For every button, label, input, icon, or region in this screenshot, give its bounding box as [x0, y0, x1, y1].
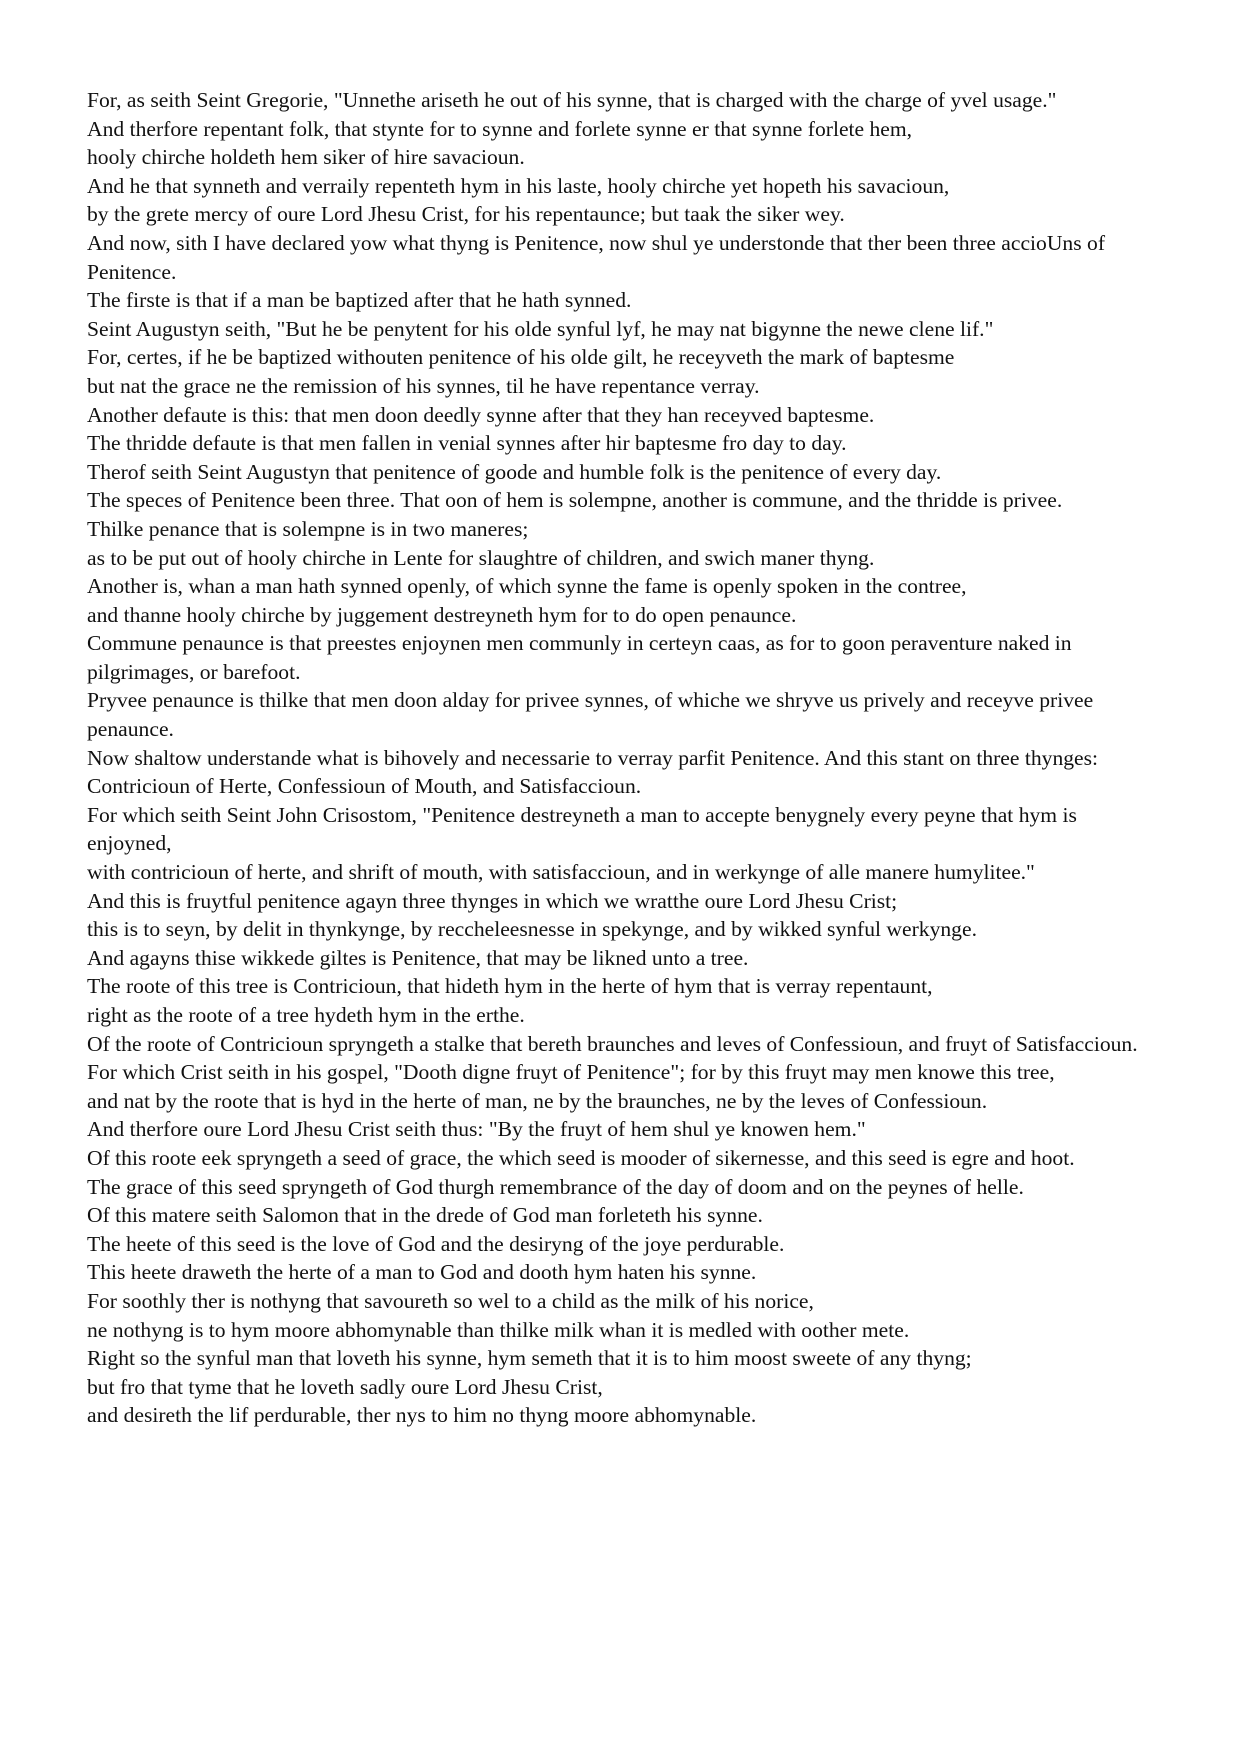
- text-line: Of the roote of Contricioun spryngeth a stalke that bereth braunches and leves of Confessioun, and fruyt of Satisfaccioun.: [87, 1031, 1138, 1056]
- text-line: The speces of Penitence been three. That oon of hem is solempne, another is commune, and the thridde is privee.: [87, 488, 1063, 513]
- text-line: The heete of this seed is the love of God and the desiryng of the joye perdurable.: [87, 1231, 785, 1256]
- text-line: For which Crist seith in his gospel, "Dooth digne fruyt of Penitence"; for by this fruyt may men knowe this tree,: [87, 1060, 1055, 1085]
- text-line: Seint Augustyn seith, "But he be penytent for his olde synful lyf, he may nat bigynne the newe clene lif.": [87, 316, 994, 341]
- text-line: this is to seyn, by delit in thynkynge, by reccheleesnesse in spekynge, and by wikked synful werkynge.: [87, 917, 977, 942]
- text-line: Pryvee penaunce is thilke that men doon alday for privee synnes, of whiche we shryve us prively and receyve privee penaunce.: [87, 688, 1094, 742]
- text-line: Of this matere seith Salomon that in the drede of God man forleteth his synne.: [87, 1203, 763, 1228]
- text-line: And he that synneth and verraily repenteth hym in his laste, hooly chirche yet hopeth his savacioun,: [87, 173, 950, 198]
- text-line: And this is fruytful penitence agayn three thynges in which we wratthe oure Lord Jhesu Crist;: [87, 888, 898, 913]
- text-line: Contricioun of Herte, Confessioun of Mouth, and Satisfaccioun.: [87, 774, 642, 799]
- text-line: and thanne hooly chirche by juggement destreyneth hym for to do open penaunce.: [87, 602, 797, 627]
- text-line: Right so the synful man that loveth his synne, hym semeth that it is to him moost sweete of any thyng;: [87, 1346, 972, 1371]
- text-line: but fro that tyme that he loveth sadly oure Lord Jhesu Crist,: [87, 1374, 603, 1399]
- text-line: And therfore repentant folk, that stynte for to synne and forlete synne er that synne forlete hem,: [87, 116, 913, 141]
- text-line: as to be put out of hooly chirche in Lente for slaughtre of children, and swich maner thyng.: [87, 545, 875, 570]
- text-line: but nat the grace ne the remission of his synnes, til he have repentance verray.: [87, 373, 760, 398]
- text-line: hooly chirche holdeth hem siker of hire savacioun.: [87, 145, 525, 170]
- text-line: And agayns thise wikkede giltes is Penitence, that may be likned unto a tree.: [87, 945, 749, 970]
- text-line: with contricioun of herte, and shrift of mouth, with satisfaccioun, and in werkynge of alle manere humylitee.": [87, 860, 1035, 885]
- text-line: For soothly ther is nothyng that savoureth so wel to a child as the milk of his norice,: [87, 1288, 814, 1313]
- text-line: And now, sith I have declared yow what thyng is Penitence, now shul ye understonde that ther been three accioUns of Penitence.: [87, 230, 1106, 284]
- document-page: [87, 86, 1163, 1430]
- text-line: For which seith Seint John Crisostom, "Penitence destreyneth a man to accepte benygnely every peyne that hym is enjoyned,: [87, 802, 1077, 856]
- text-line: Of this roote eek spryngeth a seed of grace, the which seed is mooder of sikernesse, and this seed is egre and hoot.: [87, 1145, 1075, 1170]
- text-line: Now shaltow understande what is bihovely and necessarie to verray parfit Penitence. And this stant on three thynges:: [87, 745, 1099, 770]
- text-line: The firste is that if a man be baptized after that he hath synned.: [87, 288, 632, 313]
- text-line: and nat by the roote that is hyd in the herte of man, ne by the braunches, ne by the leves of Confessioun.: [87, 1088, 988, 1113]
- text-line: Another defaute is this: that men doon deedly synne after that they han receyved baptesme.: [87, 402, 875, 427]
- text-line: Therof seith Seint Augustyn that penitence of goode and humble folk is the penitence of every day.: [87, 459, 942, 484]
- text-line: And therfore oure Lord Jhesu Crist seith thus: "By the fruyt of hem shul ye knowen hem.": [87, 1117, 866, 1142]
- text-line: For, as seith Seint Gregorie, "Unnethe ariseth he out of his synne, that is charged with the charge of yvel usage.": [87, 88, 1057, 112]
- text-line: right as the roote of a tree hydeth hym in the erthe.: [87, 1003, 525, 1027]
- text-line: The roote of this tree is Contricioun, that hideth hym in the herte of hym that is verray repentaunt,: [87, 974, 933, 999]
- text-line: and desireth the lif perdurable, ther nys to him no thyng moore abhomynable.: [87, 1403, 757, 1428]
- text-line: This heete draweth the herte of a man to God and dooth hym haten his synne.: [87, 1260, 757, 1285]
- text-line: Commune penaunce is that preestes enjoynen men communly in certeyn caas, as for to goon peraventure naked in pilgrimages, or barefoot.: [87, 631, 1072, 684]
- text-line: ne nothyng is to hym moore abhomynable than thilke milk whan it is medled with oother mete.: [87, 1317, 910, 1342]
- text-line: For, certes, if he be baptized withouten penitence of his olde gilt, he receyveth the mark of baptesme: [87, 345, 955, 370]
- text-line: Another is, whan a man hath synned openly, of which synne the fame is openly spoken in the contree,: [87, 574, 967, 599]
- text-line: The thridde defaute is that men fallen in venial synnes after hir baptesme fro day to day.: [87, 431, 847, 456]
- text-line: The grace of this seed spryngeth of God thurgh remembrance of the day of doom and on the peynes of helle.: [87, 1174, 1024, 1199]
- text-line: by the grete mercy of oure Lord Jhesu Crist, for his repentaunce; but taak the siker wey.: [87, 202, 845, 227]
- text-line: Thilke penance that is solempne is in two maneres;: [87, 516, 529, 541]
